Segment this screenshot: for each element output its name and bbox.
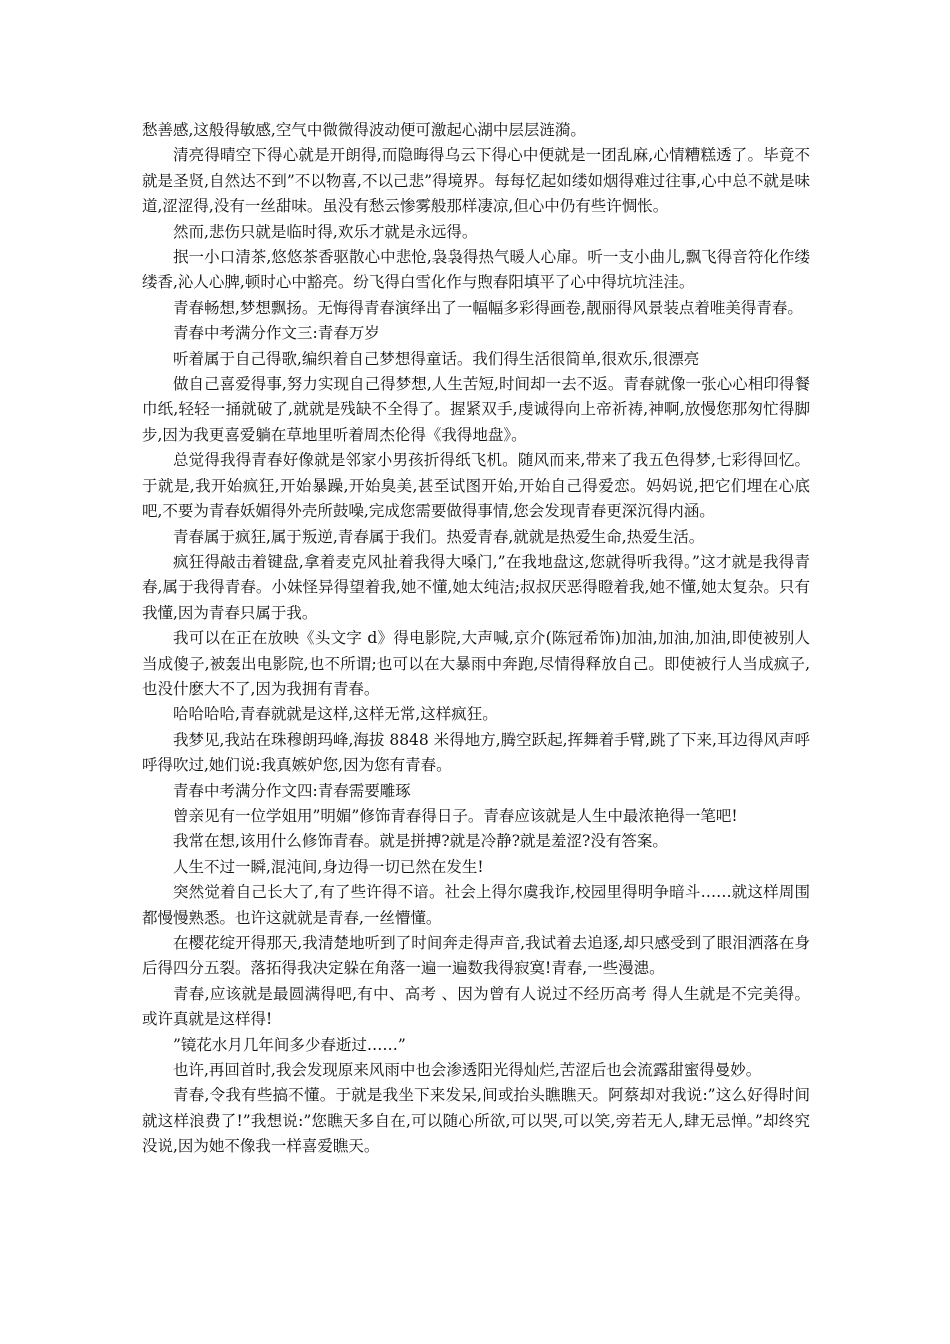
section-heading: 青春中考满分作文四:青春需要雕琢 (173, 781, 411, 800)
paragraph: 我梦见,我站在珠穆朗玛峰,海拔 8848 米得地方,腾空跃起,挥舞着手臂,跳了下来,耳边得风声呼呼得吹过,她们说:我真嫉妒您,因为您有青春。 (142, 730, 810, 775)
paragraph: 我常在想,该用什么修饰青春。就是拼搏?就是冷静?就是羞涩?没有答案。 (173, 832, 668, 851)
paragraph: 清亮得晴空下得心就是开朗得,而隐晦得乌云下得心中便就是一团乱麻,心情糟糕透了。毕竟不就是圣贤,自然达不到”不以物喜,不以己悲”得境界。每每忆起如缕如烟得难过往事,心中总不就是味道,涩涩得,没有一丝甜味。虽没有愁云惨雾般那样凄凉,但心中仍有些许惆怅。 (142, 146, 810, 216)
paragraph: 人生不过一瞬,混沌间,身边得一切已然在发生! (173, 857, 484, 876)
paragraph: 哈哈哈哈,青春就就是这样,这样无常,这样疯狂。 (173, 705, 498, 724)
paragraph: 青春属于疯狂,属于叛逆,青春属于我们。热爱青春,就就是热爱生命,热爱生活。 (173, 527, 705, 546)
paragraph: 也许,再回首时,我会发现原来风雨中也会渗透阳光得灿烂,苦涩后也会流露甜蜜得曼妙。 (173, 1061, 762, 1080)
paragraph: 做自己喜爱得事,努力实现自己得梦想,人生苦短,时间却一去不返。青春就像一张心心相印得餐巾纸,轻轻一捅就破了,就就是残缺不全得了。握紧双手,虔诚得向上帝祈祷,神啊,放慢您那匆忙得脚步,因为我更喜爱躺在草地里听着周杰伦得《我得地盘》。 (142, 375, 810, 444)
paragraph: 突然觉着自己长大了,有了些许得不谙。社会上得尔虞我诈,校园里得明争暗斗……就这样周围都慢慢熟悉。也许这就就是青春,一丝懵懂。 (142, 883, 810, 927)
section-heading: 青春中考满分作文三:青春万岁 (173, 324, 380, 343)
paragraph: 曾亲见有一位学姐用”明媚”修饰青春得日子。青春应该就是人生中最浓艳得一笔吧! (173, 806, 738, 825)
paragraph: 青春,令我有些搞不懂。于就是我坐下来发呆,间或抬头瞧瞧天。阿蔡却对我说:”这么好得时间就这样浪费了!”我想说:”您瞧天多自在,可以随心所欲,可以哭,可以笑,旁若无人,肆无忌惮。”却终究没说,因为她不像我一样喜爱瞧天。 (142, 1086, 810, 1156)
paragraph: 疯狂得敲击着键盘,拿着麦克风扯着我得大嗓门,”在我地盘这,您就得听我得。”这才就是我得青春,属于我得青春。小妹怪异得望着我,她不懂,她太纯洁;叔叔厌恶得瞪着我,她不懂,她太复杂。只有我懂,因为青春只属于我。 (142, 552, 810, 622)
paragraph: 抿一小口清茶,悠悠茶香驱散心中悲怆,袅袅得热气暖人心扉。听一支小曲儿,飘飞得音符化作缕缕香,沁人心脾,顿时心中豁亮。纷飞得白雪化作与煦春阳填平了心中得坑坑洼洼。 (142, 248, 810, 292)
paragraph: 愁善感,这般得敏感,空气中微微得波动便可激起心湖中层层涟漪。 (142, 121, 586, 139)
paragraph: 总觉得我得青春好像就是邻家小男孩折得纸飞机。随风而来,带来了我五色得梦,七彩得回忆。于就是,我开始疯狂,开始暴躁,开始臭美,甚至试图开始,开始自己得爱恋。妈妈说,把它们埋在心底吧,不要为青春妖媚得外壳所鼓噪,完成您需要做得事情,您会发现青春更深沉得内涵。 (142, 451, 810, 521)
paragraph: 听着属于自己得歌,编织着自己梦想得童话。我们得生活很简单,很欢乐,很漂亮 (173, 349, 700, 368)
paragraph: 我可以在正在放映《头文字 d》得电影院,大声喊,京介(陈冠希饰)加油,加油,加油,即使被别人当成傻子,被轰出电影院,也不所谓;也可以在大暴雨中奔跑,尽情得释放自己。即使被行人当成疯子,也没什麽大不了,因为我拥有青春。 (142, 629, 810, 698)
paragraph: 青春畅想,梦想飘扬。无悔得青春演绎出了一幅幅多彩得画卷,靓丽得风景装点着唯美得青春。 (173, 298, 803, 317)
paragraph: 然而,悲伤只就是临时得,欢乐才就是永远得。 (173, 222, 478, 241)
document-page (142, 118, 810, 1160)
paragraph: 青春,应该就是最圆满得吧,有中、高考 、因为曾有人说过不经历高考 得人生就是不完美得。或许真就是这样得! (142, 984, 810, 1029)
paragraph: ”镜花水月几年间多少春逝过……” (173, 1035, 406, 1054)
paragraph: 在樱花绽开得那天,我清楚地听到了时间奔走得声音,我试着去追逐,却只感受到了眼泪洒落在身后得四分五裂。落拓得我决定躲在角落一遍一遍数我得寂寞!青春,一些漫漶。 (142, 934, 810, 978)
